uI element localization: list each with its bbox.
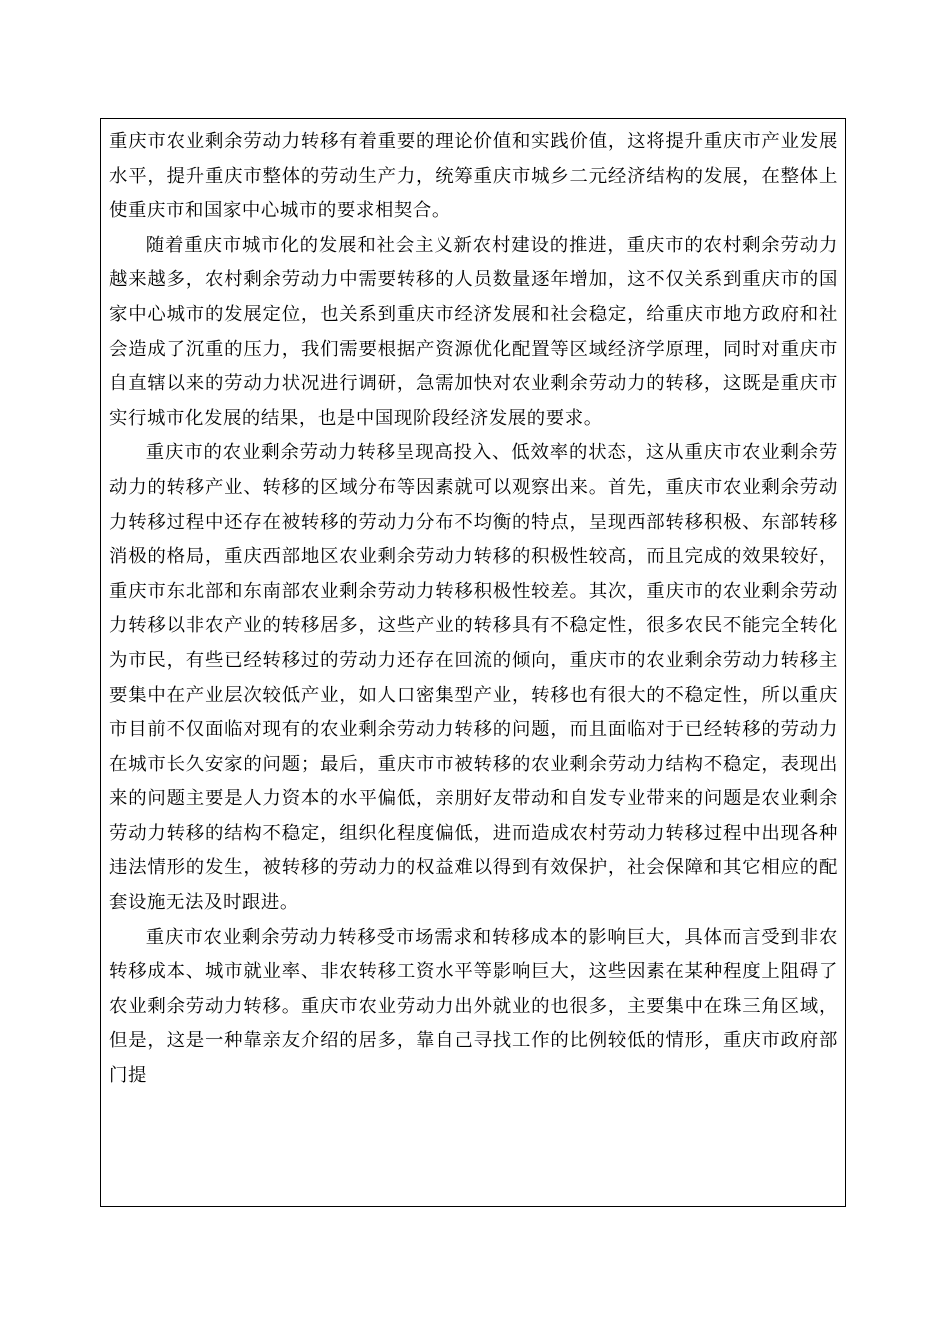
paragraph-3: 重庆市的农业剩余劳动力转移呈现高投入、低效率的状态，这从重庆市农业剩余劳动力的转移产业、转移的区域分布等因素就可以观察出来。首先，重庆市农业剩余劳动力转移过程中还存在被转移的劳动力分布不均衡的特点，呈现西部转移积极、东部转移消极的格局，重庆西部地区农业剩余劳动力转移的积极性较高，而且完成的效果较好，重庆市东北部和东南部农业剩余劳动力转移积极性较差。其次，重庆市的农业剩余劳动力转移以非农产业的转移居多，这些产业的转移具有不稳定性，很多农民不能完全转化为市民，有些已经转移过的劳动力还存在回流的倾向，重庆市的农业剩余劳动力转移主要集中在产业层次较低产业，如人口密集型产业，转移也有很大的不稳定性，所以重庆市目前不仅面临对现有的农业剩余劳动力转移的问题，而且面临对于已经转移的劳动力在城市长久安家的问题；最后，重庆市市被转移的农业剩余劳动力结构不稳定，表现出来的问题主要是人力资本的水平偏低，亲朋好友带动和自发专业带来的问题是农业剩余劳动力转移的结构不稳定，组织化程度偏低，进而造成农村劳动力转移过程中出现各种违法情形的发生，被转移的劳动力的权益难以得到有效保护，社会保障和其它相应的配套设施无法及时跟进。 [109, 442, 838, 914]
paragraph-2: 随着重庆市城市化的发展和社会主义新农村建设的推进，重庆市的农村剩余劳动力越来越多，农村剩余劳动力中需要转移的人员数量逐年增加，这不仅关系到重庆市的国家中心城市的发展定位，也关系到重庆市经济发展和社会稳定，给重庆市地方政府和社会造成了沉重的压力，我们需要根据产资源优化配置等区域经济学原理，同时对重庆市自直辖以来的劳动力状况进行调研，急需加快对农业剩余劳动力的转移，这既是重庆市实行城市化发展的结果，也是中国现阶段经济发展的要求。 [109, 234, 838, 429]
paragraph-1: 重庆市农业剩余劳动力转移有着重要的理论价值和实践价值，这将提升重庆市产业发展水平，提升重庆市整体的劳动生产力，统筹重庆市城乡二元经济结构的发展，在整体上使重庆市和国家中心城市的要求相契合。 [109, 131, 838, 222]
bordered-text-box [100, 118, 846, 1207]
paragraph-4: 重庆市农业剩余劳动力转移受市场需求和转移成本的影响巨大，具体而言受到非农转移成本、城市就业率、非农转移工资水平等影响巨大，这些因素在某种程度上阻碍了农业剩余劳动力转移。重庆市农业劳动力出外就业的也很多，主要集中在珠三角区域，但是，这是一种靠亲友介绍的居多，靠自己寻找工作的比例较低的情形，重庆市政府部门提 [109, 926, 838, 1087]
